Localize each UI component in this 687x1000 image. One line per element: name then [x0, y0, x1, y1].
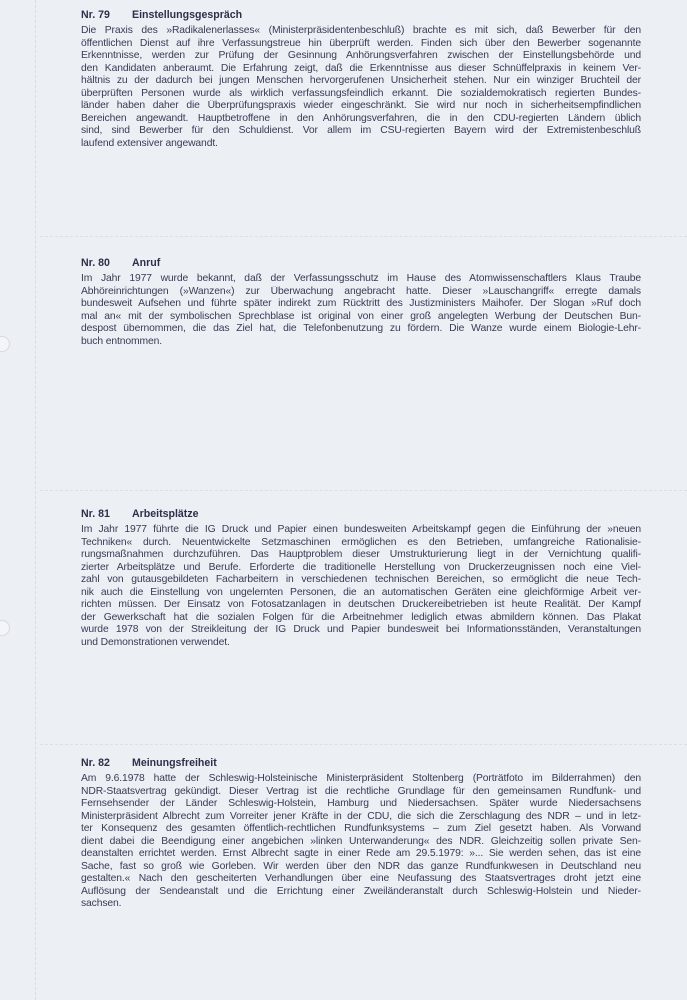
- text-line: Im Jahr 1977 führte die IG Druck und Papier einen bundesweiten Arbeitskampf gegen die Einführung der »neuen: [81, 524, 641, 535]
- entry-number: Nr. 82: [81, 757, 110, 769]
- divider-line: [40, 744, 687, 745]
- entry-81: [81, 507, 641, 649]
- text-line: Ministerpräsident Albrecht zum Vorreiter jener Kräfte in der CDU, die sich die Zerschlagung des NDR – und in letz-: [81, 810, 641, 822]
- text-line: Bereichen angewandt. Hauptbetroffene in den Anhörungsverfahren, die in den CDU-regierten Ländern üblich: [81, 112, 641, 124]
- text-line: bundesweit Aufsehen und führte später indirekt zum Rücktritt des Justizministers Maihofer. Der Slogan »Ruf doch: [81, 298, 641, 309]
- text-line: Auflösung der Sendeanstalt und die Errichtung einer Zweiländeranstalt durch Schleswig-Holstein und Nieder-: [81, 885, 641, 897]
- text-line: mal an« mit der symbolischen Sprechblase ist original von einer groß angelegten Werbung der Deutschen Bun-: [81, 310, 641, 322]
- text-line: den Kandidaten anberaumt. Die Erfahrung zeigt, daß die Erkenntnisse aus dieser Schnüffelpraxis in keinem Ver-: [81, 62, 641, 74]
- entry-text: [81, 524, 641, 649]
- text-line: zierter Arbeitsplätze und Berufe. Erforderte die traditionelle Herstellung von Druckerzeugnissen noch eine Viel-: [81, 561, 641, 573]
- text-line: buch entnommen.: [81, 335, 163, 347]
- text-line: dient dabei die Beendigung einer angebichen »linken Unterwanderung« des NDR. Gleichzeitig sollen private Sen-: [81, 835, 641, 847]
- entry-title: Einstellungsgespräch: [132, 9, 243, 21]
- text-line: laufend extensiver angewandt.: [81, 137, 218, 149]
- text-line: rungsmaßnahmen durchzuführen. Das Hauptproblem dieser Umstrukturierung liegt in der Vernichtung qualifi-: [81, 549, 641, 560]
- entry-text: [81, 25, 641, 150]
- punch-hole-mark: [0, 336, 10, 352]
- text-line: zahl von gutausgebildeten Facharbeitern in verschiedenen technischen Bereichen, so ermöglicht die neue Tech-: [81, 574, 641, 585]
- text-line: ter Konsequenz des gesamten öffentlich-rechtlichen Rundfunksystems – zum Ziel gesetzt haben. Als Vorwand: [81, 823, 641, 834]
- entry-heading: [81, 756, 641, 770]
- text-line: sind, sind Bewerber für den Schuldienst. Vor allem im CSU-regierten Bayern wird der Extremistenbeschluß: [81, 125, 641, 136]
- text-line: Die Praxis des »Radikalenerlasses« (Ministerpräsidentenbeschluß) brachte es mit sich, daß Bewerber für den: [81, 25, 641, 36]
- entry-heading: [81, 8, 641, 22]
- text-line: Erkenntnisse, werden zur Prüfung der Gesinnung Anhörungsverfahren zwischen der Einstellungsbehörde und: [81, 50, 641, 61]
- text-line: der Gewerkschaft hat die sozialen Folgen für die Arbeitnehmer lediglich etwas abmildern können. Das Plakat: [81, 611, 641, 623]
- entry-number: Nr. 81: [81, 508, 110, 520]
- text-line: überprüften Personen wurde als wirklich verfassungsfeindlich erkannt. Die sozialdemokratisch regierten Bundes-: [81, 87, 641, 99]
- entry-title: Anruf: [132, 257, 161, 269]
- entry-heading: [81, 256, 641, 270]
- entry-title: Arbeitsplätze: [132, 508, 199, 520]
- text-line: nik auch die Einstellung von ungelernten Personen, die an automatischen Geräten eine gleichförmige Arbeit ver-: [81, 586, 641, 598]
- fold-line-vertical: [35, 0, 36, 1000]
- entry-text: [81, 273, 641, 348]
- text-line: hältnis zu der dadurch bei jungen Menschen hervorgerufenen Unsicherheit stehen. Nur ein winziger Bruchteil der: [81, 75, 641, 86]
- text-line: länder haben daher die Überprüfungspraxis wieder eingeschränkt. Sie wird nur noch in sicherheitsempfindlichen: [81, 100, 641, 111]
- divider-line: [40, 490, 687, 491]
- text-line: wurde 1978 von der Streikleitung der IG Druck und Papier bundesweit bei Informationsständen, Veranstaltungen: [81, 624, 641, 635]
- text-line: Am 9.6.1978 hatte der Schleswig-Holsteinische Ministerpräsident Stoltenberg (Porträtfoto im Bilderrahmen) den: [81, 773, 641, 784]
- entry-82: [81, 756, 641, 911]
- entry-79: [81, 8, 641, 150]
- text-line: Techniken« durch. Neuentwickelte Setzmaschinen ermöglichen es den Betrieben, umfangreiche Rationalisie-: [81, 536, 641, 548]
- text-line: Fernsehsender der Länder Schleswig-Holstein, Hamburg und Niedersachsen. Später wurde Niedersachsens: [81, 798, 641, 809]
- text-line: öffentlichen Dienst auf ihre Verfassungstreue hin überprüft werden. Finden sich über den Bewerber sogenannte: [81, 37, 641, 49]
- entry-title: Meinungsfreiheit: [132, 757, 217, 769]
- entry-number: Nr. 80: [81, 257, 110, 269]
- entry-number: Nr. 79: [81, 9, 110, 21]
- text-line: Sache, fast so groß wie Gorleben. Wir werden über den NDR das ganze Rundfunkwesen in Deutschland neu: [81, 860, 641, 872]
- text-line: gestalten.« Nach den gescheiterten Verhandlungen über eine Neufassung des Staatsvertrages droht jetzt eine: [81, 873, 641, 884]
- text-line: Abhöreinrichtungen (»Wanzen«) zur Überwachung angebracht hatte. Dieser »Lauschangriff« erregte damals: [81, 285, 641, 297]
- entry-heading: [81, 507, 641, 521]
- text-line: richten müssen. Der Einsatz von Fotosatzanlagen in deutschen Druckereibetrieben ist heute Realität. Der Kampf: [81, 599, 641, 610]
- text-line: sachsen.: [81, 898, 122, 909]
- text-line: und Demonstrationen verwendet.: [81, 636, 230, 648]
- text-line: despost übernommen, die das Ziel hat, die Telefonbenutzung zu fördern. Die Wanze wurde einem Biologie-Lehr-: [81, 323, 641, 334]
- punch-hole-mark: [0, 620, 10, 636]
- text-line: NDR-Staatsvertrag gekündigt. Dieser Vertrag ist die rechtliche Grundlage für den gemeinsamen Rundfunk- und: [81, 785, 641, 797]
- text-line: Im Jahr 1977 wurde bekannt, daß der Verfassungsschutz im Hause des Atomwissenschaftlers Klaus Traube: [81, 273, 641, 284]
- entry-text: [81, 773, 641, 911]
- text-line: deanstalten errichtet werden. Ernst Albrecht sagte in einer Rede am 29.5.1979: »... Sie werden sehen, das ist eine: [81, 848, 641, 859]
- divider-line: [40, 236, 687, 237]
- entry-80: [81, 256, 641, 348]
